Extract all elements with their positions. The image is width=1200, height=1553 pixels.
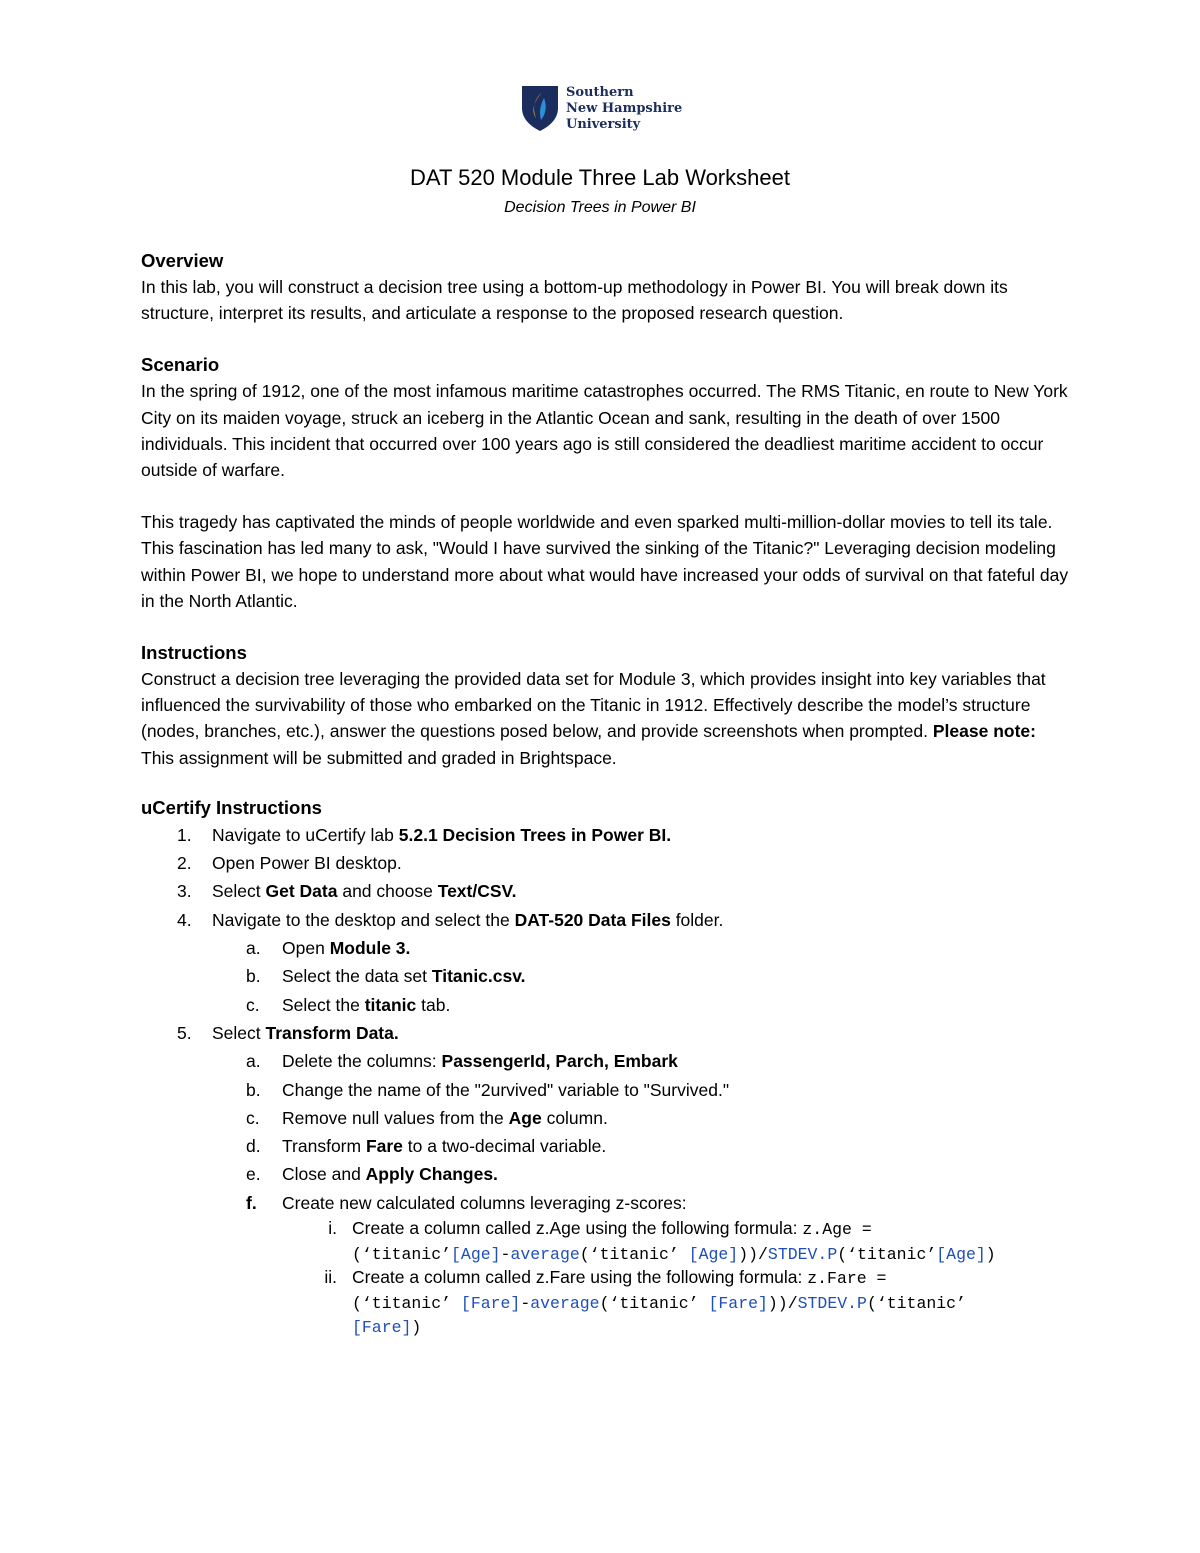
step-bold: Titanic.csv. [431,966,526,987]
step-4c [141,991,1071,1019]
overview-heading: Overview [141,250,224,271]
step-number: d. [246,1136,261,1157]
step-text: to a two-decimal variable. [402,1136,607,1157]
step-5 [141,1019,1071,1047]
step-text: and choose [337,881,438,902]
step-number: c. [246,1107,260,1128]
document-title: DAT 520 Module Three Lab Worksheet [410,165,790,190]
formula-part: - [500,1244,511,1264]
step-4b [141,962,1071,990]
formula-part: (‘titanic’ [599,1293,709,1313]
step-5f [141,1189,1071,1217]
step-5f-ii [141,1266,1071,1340]
step-5b [141,1076,1071,1104]
step-text: column. [541,1107,608,1128]
formula-part: ) [985,1244,996,1264]
step-number: 3. [177,881,192,902]
step-text: Select the [282,994,365,1015]
step-5c [141,1104,1071,1132]
flame-shield-icon [520,84,560,132]
step-bold: Transform Data. [265,1022,399,1043]
instructions-text [141,666,1071,771]
step-number: b. [246,1079,261,1100]
formula-part: [Age] [688,1244,739,1264]
step-3 [141,877,1071,905]
formula-part: - [520,1293,531,1313]
formula-part: [Fare] [352,1318,412,1337]
step-number: b. [246,966,261,987]
university-logo [520,84,690,134]
overview-text: In this lab, you will construct a decision tree using a bottom-up methodology in Power BI. You will break down its structure, interpret its results, and articulate a response to the proposed research question. [141,277,1008,324]
step-text: Delete the columns: [282,1051,442,1072]
step-bold: DAT-520 Data Files [514,909,671,930]
step-number: f. [246,1192,257,1213]
formula-part: STDEV.P [767,1244,838,1264]
step-bold: titanic [364,994,417,1015]
formula-part: z.Age = [802,1220,872,1239]
step-bold: Module 3. [329,938,411,959]
scenario-paragraph-2: This tragedy has captivated the minds of people worldwide and even sparked multi-million-dollar movies to tell its tale. This fascination has led many to ask, "Would I have survived the sinking of the Titanic?" Leveraging decision modeling within Power BI, we hope to understand more about what would have increased your odds of survival on that fateful day in the North Atlantic. [141,512,1069,611]
formula-part: (‘titanic’ [837,1244,937,1264]
step-bold: Age [508,1107,542,1128]
instructions-body: Construct a decision tree leveraging the provided data set for Module 3, which provides insight into key variables that influenced the survivability of those who embarked on the Titanic in 1912. Effectively describe the model’s structure (nodes, branches, etc.), answer the questions posed below, and provide screenshots when prompted. [141,669,1046,742]
step-text: Create new calculated columns leveraging z-scores: [282,1192,687,1213]
formula-part: (‘titanic’ [866,1293,966,1313]
note-text: This assignment will be submitted and graded in Brightspace. [141,747,617,768]
step-5d [141,1132,1071,1160]
step-text: Create a column called z.Fare using the following formula: [352,1267,808,1287]
step-text: Create a column called z.Age using the following formula: [352,1218,803,1238]
step-bold: PassengerId, Parch, Embark [441,1051,678,1072]
formula-part: average [530,1293,600,1313]
formula-part: (‘titanic’ [352,1244,452,1264]
step-number: ii. [324,1267,337,1287]
formula-part: ))/ [738,1244,768,1264]
step-bold: Text/CSV. [437,881,517,902]
step-bold: Fare [365,1136,403,1157]
step-text: Select [212,1022,266,1043]
step-number: 2. [177,853,192,874]
logo-line-1: Southern [566,85,634,100]
step-number: c. [246,994,260,1015]
step-4 [141,906,1071,934]
step-text: Transform [282,1136,366,1157]
step-text: tab. [416,994,451,1015]
logo-line-2: New Hampshire [566,101,683,116]
step-text: Navigate to uCertify lab [212,824,399,845]
logo-line-3: University [566,117,641,132]
scenario-heading: Scenario [141,354,220,376]
step-5f-i [141,1217,1071,1266]
formula-part: z.Fare = [807,1269,887,1288]
formula-part: average [510,1244,580,1264]
scenario-paragraph-1: In the spring of 1912, one of the most infamous maritime catastrophes occurred. The RMS Titanic, en route to New York City on its maiden voyage, struck an iceberg in the Atlantic Ocean and sank, resulting in the death of over 1500 individuals. This incident that occurred over 100 years ago is still considered the deadliest maritime accident to occur outside of warfare. [141,381,1068,481]
step-number: i. [328,1218,337,1238]
step-number: e. [246,1164,261,1185]
step-text: folder. [670,909,724,930]
step-number: 1. [177,824,192,845]
formula-part: ))/ [767,1293,798,1313]
document-subtitle: Decision Trees in Power BI [504,199,696,216]
step-text: Change the name of the "2urvived" variable to "Survived." [282,1079,730,1100]
step-text: Open Power BI desktop. [212,853,402,874]
step-2 [141,849,1071,877]
step-bold: 5.2.1 Decision Trees in Power BI. [398,824,672,845]
formula-part: STDEV.P [797,1293,867,1313]
step-4a [141,934,1071,962]
step-text: Close and [282,1164,366,1185]
logo-wordmark [566,85,682,133]
formula-part: [Age] [451,1244,501,1264]
step-bold: Apply Changes. [365,1164,498,1185]
step-text: Remove null values from the [282,1107,509,1128]
document-body [141,248,1071,1340]
formula-part: (‘titanic’ [352,1293,461,1313]
step-number: 4. [177,909,192,930]
step-number: 5. [177,1022,192,1043]
step-number: a. [246,1051,261,1072]
step-bold: Get Data [265,881,338,902]
formula-part: [Fare] [708,1293,768,1313]
step-number: a. [246,938,261,959]
step-text: Select [212,881,266,902]
step-text: Navigate to the desktop and select the [212,909,515,930]
step-text: Select the data set [282,966,432,987]
formula-part: [Fare] [460,1293,521,1313]
step-5e [141,1160,1071,1188]
step-1 [141,821,1071,849]
formula-part: [Age] [936,1244,986,1264]
step-text: Open [282,938,330,959]
formula-part: ) [411,1318,422,1337]
ucertify-steps [141,821,1071,1340]
step-5a [141,1047,1071,1075]
formula-part: (‘titanic’ [579,1244,689,1264]
note-label: Please note: [932,721,1036,742]
ucertify-heading: uCertify Instructions [141,796,322,818]
instructions-heading: Instructions [141,642,247,664]
